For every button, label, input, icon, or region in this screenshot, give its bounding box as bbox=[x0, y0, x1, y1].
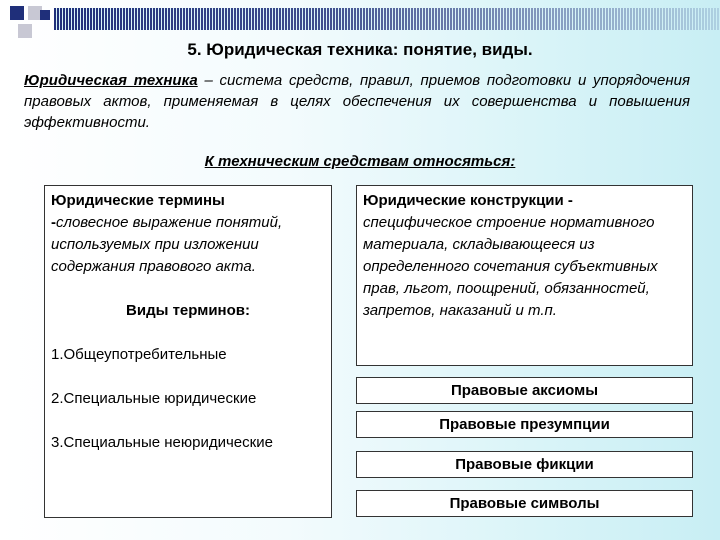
legal-constructions-title: Юридические конструкции - bbox=[363, 192, 573, 209]
legal-terms-box bbox=[44, 185, 332, 518]
legal-fictions-box: Правовые фикции bbox=[356, 451, 693, 478]
slide-title: 5. Юридическая техника: понятие, виды. bbox=[187, 40, 533, 59]
definition-term: Юридическая техника bbox=[24, 72, 198, 89]
legal-terms-title: Юридические термины bbox=[51, 192, 225, 209]
legal-axioms-box: Правовые аксиомы bbox=[356, 377, 693, 404]
term-kind-item: 3.Специальные неюридические bbox=[51, 434, 273, 451]
legal-terms-description bbox=[51, 212, 325, 278]
term-kind-item: 1.Общеупотребительные bbox=[51, 346, 227, 363]
header-decoration-band bbox=[54, 8, 720, 30]
term-kinds-heading: Виды терминов: bbox=[126, 302, 250, 319]
decoration-square bbox=[18, 24, 32, 38]
term-kind-item: 2.Специальные юридические bbox=[51, 390, 257, 407]
legal-constructions-box bbox=[356, 185, 693, 366]
means-subheading: К техническим средствам относяться: bbox=[204, 153, 516, 170]
legal-constructions-description: специфическое строение нормативного материала, складывающееся из определенного сочетания субъективных прав, льгот, поощрений, обязанностей, запретов, наказаний и т.п. bbox=[363, 214, 658, 319]
decoration-square bbox=[10, 6, 24, 20]
legal-symbols-box: Правовые символы bbox=[356, 490, 693, 517]
definition-text: – система средств, правил, приемов подготовки и упорядочения правовых актов, применяемая в целях обеспечения их совершенства и повышения эффективности. bbox=[24, 72, 691, 131]
legal-terms-dash: - bbox=[51, 214, 56, 231]
legal-presumptions-box: Правовые презумпции bbox=[356, 411, 693, 438]
legal-terms-description-text: словесное выражение понятий, используемых при изложении содержания правового акта. bbox=[51, 214, 283, 275]
decoration-square bbox=[40, 10, 50, 20]
definition-paragraph bbox=[24, 70, 690, 133]
